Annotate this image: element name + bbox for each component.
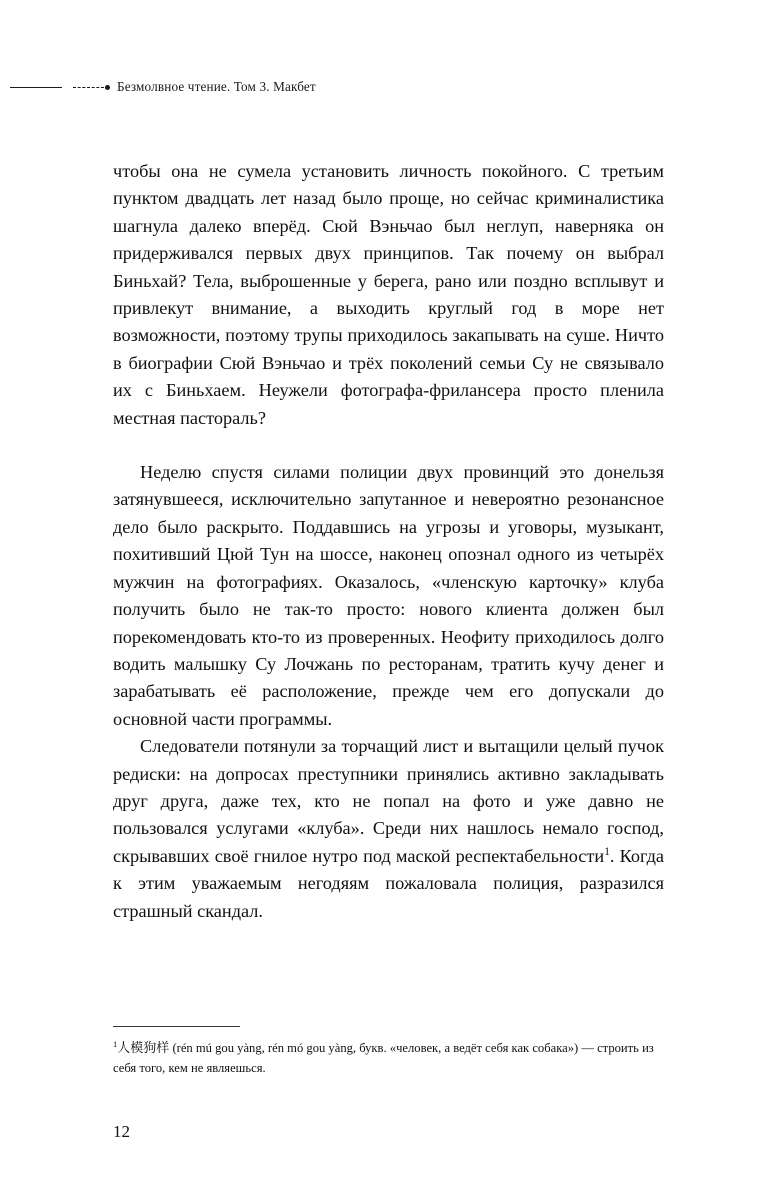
body-paragraph-1: чтобы она не сумела установить личность покойного. С третьим пунктом двадцать лет назад было проще, но сейчас криминалистика шагнула далеко вперёд. Сюй Вэньчао был неглуп, наверняка он придерживался первых двух принципов. Так почему он выбрал Биньхай? Тела, выброшенные у берега, рано или поздно всплывут и привлекут внимание, а выходить круглый год в море нет возможности, поэтому трупы приходилось закапывать на суше. Ничто в биографии Сюй Вэньчао и трёх поколений семьи Су не связывало их с Биньхаем. Неужели фотографа-фрилансера просто пленила местная пастораль? [113, 161, 664, 428]
header-title: Безмолвное чтение. Том 3. Макбет [117, 79, 316, 95]
body-text-block [113, 158, 664, 925]
body-paragraph-3 [113, 733, 664, 925]
footnote-area [113, 1026, 673, 1078]
page-number: 12 [113, 1122, 130, 1141]
paragraph-gap [113, 432, 664, 459]
paragraph-3-text-after-ref: . Когда к этим уважаемым негодяям пожаловала полиция, разразился страшный скандал. [113, 845, 664, 921]
solid-rule-icon [10, 87, 62, 88]
footnote-reference-marker[interactable]: 1 [604, 845, 610, 858]
footnote-cjk-term: 人模狗样 [117, 1041, 170, 1056]
paragraph-3-text-before-ref: Следователи потянули за торчащий лист и вытащили целый пучок редиски: на допросах преступники принялись активно закладывать друг друга, даже тех, кто не попал на фото и уже давно не пользовался услугами «клуба». Среди них нашлось немало господ, скрывавших своё гнилое нутро под маской респектабельности [113, 736, 664, 866]
body-paragraph-2: Неделю спустя силами полиции двух провинций это донельзя затянувшееся, исключительно запутанное и невероятно резонансное дело было раскрыто. Поддавшись на угрозы и уговоры, музыкант, похитивший Цюй Тун на шоссе, наконец опознал одного из четырёх мужчин на фотографиях. Оказалось, «членскую карточку» клуба получить было не так-то просто: нового клиента должен был порекомендовать кто-то из проверенных. Неофиту приходилось долго водить малышку Су Лочжань по ресторанам, тратить кучу денег и зарабатывать её расположение, прежде чем его допускали до основной части программы. [113, 462, 664, 729]
footnote-marker: 1 [113, 1038, 118, 1049]
dashed-rule-icon [73, 87, 104, 88]
running-header [0, 76, 777, 98]
footnote-text [113, 1039, 673, 1078]
footnote-separator-rule [113, 1026, 240, 1027]
bullet-dot-icon [105, 85, 110, 90]
footnote-gloss: (rén mú gou yàng, rén mó gou yàng, букв. «человек, а ведёт себя как собака») — строить из себя того, кем не являешься. [113, 1041, 654, 1075]
